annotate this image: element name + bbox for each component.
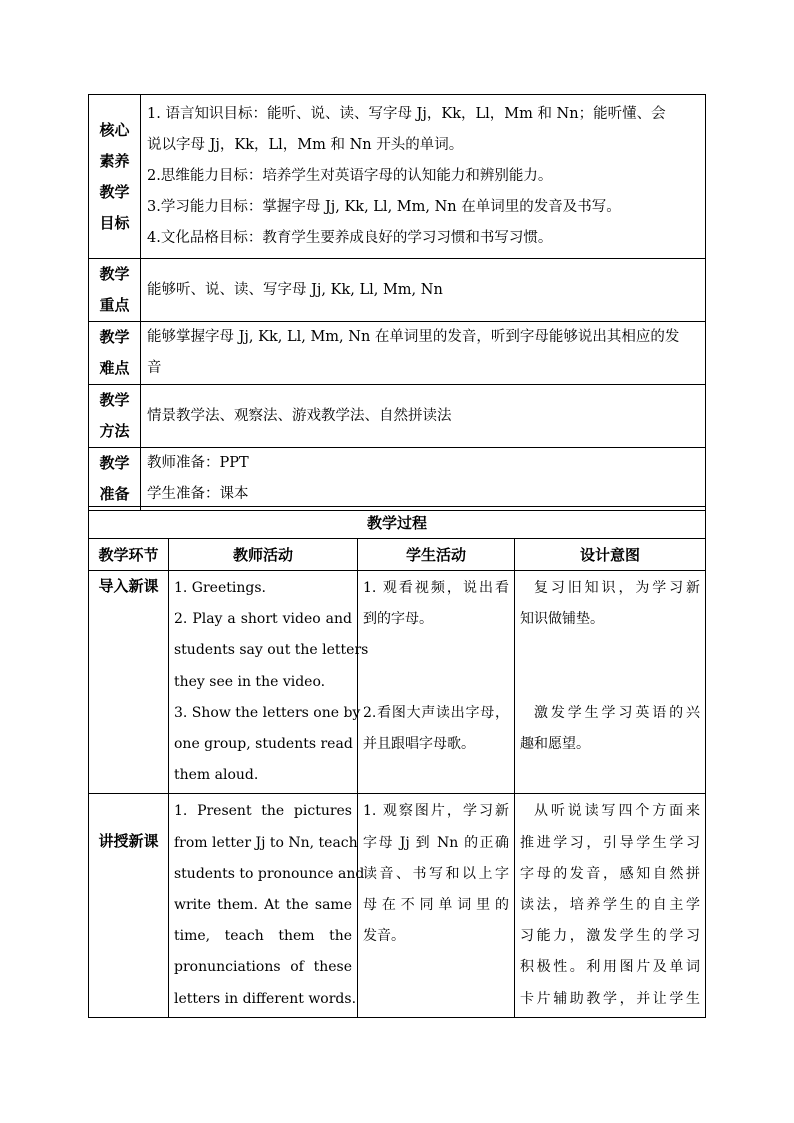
teacher-activity: 1. Present the pictures from letter Jj to Nn, teach students to pronounce and write them. At the same time, teach them the pronunciations of these letters in different words. bbox=[169, 794, 358, 1017]
key-points-row bbox=[89, 259, 706, 322]
student-activity: 1. 观看视频，说出看 到的字母。 2.看图大声读出字母， 并且跟唱字母歌。 bbox=[358, 571, 515, 794]
row-content: 情景教学法、观察法、游戏教学法、自然拼读法 bbox=[141, 385, 706, 448]
header-student: 学生活动 bbox=[358, 539, 515, 571]
process-title: 教学过程 bbox=[89, 507, 706, 539]
row-label: 核心 素养 教学 目标 bbox=[89, 95, 141, 259]
methods-row bbox=[89, 385, 706, 448]
objectives-table bbox=[88, 94, 706, 511]
design-intent: 从听说读写四个方面来 推进学习，引导学生学习 字母的发音，感知自然拼 读法，培养学生的自主学 习能力，激发学生的学习 积极性。利用图片及单词 卡片辅助教学，并让学生 bbox=[515, 794, 706, 1017]
table-row bbox=[89, 794, 706, 1017]
difficulties-row bbox=[89, 322, 706, 385]
header-intent: 设计意图 bbox=[515, 539, 706, 571]
core-goals-row bbox=[89, 95, 706, 259]
stage-cell: 讲授新课 bbox=[89, 794, 169, 1017]
header-stage: 教学环节 bbox=[89, 539, 169, 571]
row-content: 能够掌握字母 Jj, Kk, Ll, Mm, Nn 在单词里的发音，听到字母能够说出其相应的发 音 bbox=[141, 322, 706, 385]
teacher-activity: 1. Greetings. 2. Play a short video and students say out the letters they see in the video. 3. Show the letters one by one group, students read them aloud. bbox=[169, 571, 358, 794]
row-label: 教学 重点 bbox=[89, 259, 141, 322]
preparation-row bbox=[89, 448, 706, 511]
row-content: 1. 语言知识目标：能听、说、读、写字母 Jj，Kk，Ll，Mm 和 Nn；能听懂、会 说以字母 Jj，Kk，Ll，Mm 和 Nn 开头的单词。 2.思维能力目标：培养学生对英语字母的认知能力和辨别能力。 3.学习能力目标：掌握字母 Jj, Kk, Ll, Mm, Nn 在单词里的发音及书写。 4.文化品格目标：教育学生要养成良好的学习习惯和书写习惯。 bbox=[141, 95, 706, 259]
row-content: 能够听、说、读、写字母 Jj, Kk, Ll, Mm, Nn bbox=[141, 259, 706, 322]
design-intent: 复习旧知识，为学习新 知识做铺垫。 激发学生学习英语的兴 趣和愿望。 bbox=[515, 571, 706, 794]
row-content: 教师准备：PPT 学生准备：课本 bbox=[141, 448, 706, 511]
stage-cell: 导入新课 bbox=[89, 571, 169, 794]
row-label: 教学 难点 bbox=[89, 322, 141, 385]
row-label: 教学 方法 bbox=[89, 385, 141, 448]
header-teacher: 教师活动 bbox=[169, 539, 358, 571]
table-row bbox=[89, 571, 706, 794]
teaching-process-table bbox=[88, 506, 706, 1018]
header-row bbox=[89, 539, 706, 571]
row-label: 教学 准备 bbox=[89, 448, 141, 511]
student-activity: 1. 观察图片，学习新 字母 Jj 到 Nn 的正确 读音、书写和以上字 母在不同单词里的 发音。 bbox=[358, 794, 515, 1017]
